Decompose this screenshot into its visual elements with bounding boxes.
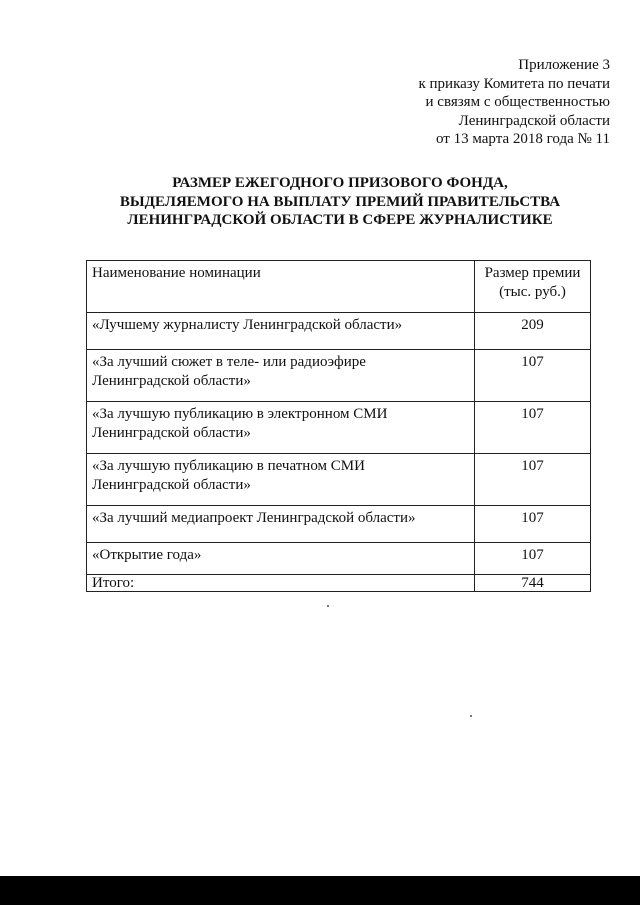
scan-speck [327,605,329,607]
title-line: ЛЕНИНГРАДСКОЙ ОБЛАСТИ В СФЕРЕ ЖУРНАЛИСТИКЕ [127,212,553,228]
table-row [87,454,591,506]
nomination-line: Ленинградской области» [92,372,251,389]
appendix-reference [310,56,610,149]
appendix-line: Ленинградской области [458,112,610,129]
table-total-row [87,575,591,592]
table-row [87,313,591,350]
table-row [87,506,591,543]
nomination-line: «За лучшую публикацию в электронном СМИ [92,406,388,422]
nomination-cell [87,506,475,543]
nomination-line: «За лучший медиапроект Ленинградской области» [92,510,416,526]
nomination-line: Ленинградской области» [92,476,251,493]
appendix-line: от 13 марта 2018 года № 11 [436,131,610,147]
document-title [100,174,580,230]
nomination-line: «За лучший сюжет в теле- или радиоэфире [92,354,366,370]
table-row [87,350,591,402]
scan-border-bar [0,876,640,905]
table-row [87,543,591,575]
nomination-cell [87,402,475,454]
nomination-cell [87,313,475,350]
total-amount: 744 [475,575,591,592]
nomination-line: Ленинградской области» [92,424,251,441]
amount-cell: 209 [475,313,591,350]
amount-cell: 107 [475,350,591,402]
prize-fund-table [86,260,591,592]
column-header-amount-line: Размер премии [484,265,581,281]
appendix-line: и связям с общественностью [425,94,610,110]
column-header-amount-unit: (тыс. руб.) [499,283,566,300]
nomination-line: «Лучшему журналисту Ленинградской области» [92,317,403,333]
appendix-line: к приказу Комитета по печати [418,75,610,92]
table-header-row [87,261,591,313]
nomination-line: «Открытие года» [92,547,202,563]
appendix-line: Приложение 3 [518,57,610,73]
amount-cell: 107 [475,454,591,506]
nomination-line: «За лучшую публикацию в печатном СМИ [92,458,365,474]
scan-speck [470,715,472,717]
nomination-cell [87,350,475,402]
table-row [87,402,591,454]
nomination-cell [87,543,475,575]
amount-cell: 107 [475,402,591,454]
nomination-cell [87,454,475,506]
column-header-amount [475,261,591,313]
column-header-nomination: Наименование номинации [87,261,475,313]
amount-cell: 107 [475,506,591,543]
title-line: РАЗМЕР ЕЖЕГОДНОГО ПРИЗОВОГО ФОНДА, [172,175,508,191]
total-label: Итого: [87,575,475,592]
amount-cell: 107 [475,543,591,575]
title-line: ВЫДЕЛЯЕМОГО НА ВЫПЛАТУ ПРЕМИЙ ПРАВИТЕЛЬСТВА [119,193,561,210]
